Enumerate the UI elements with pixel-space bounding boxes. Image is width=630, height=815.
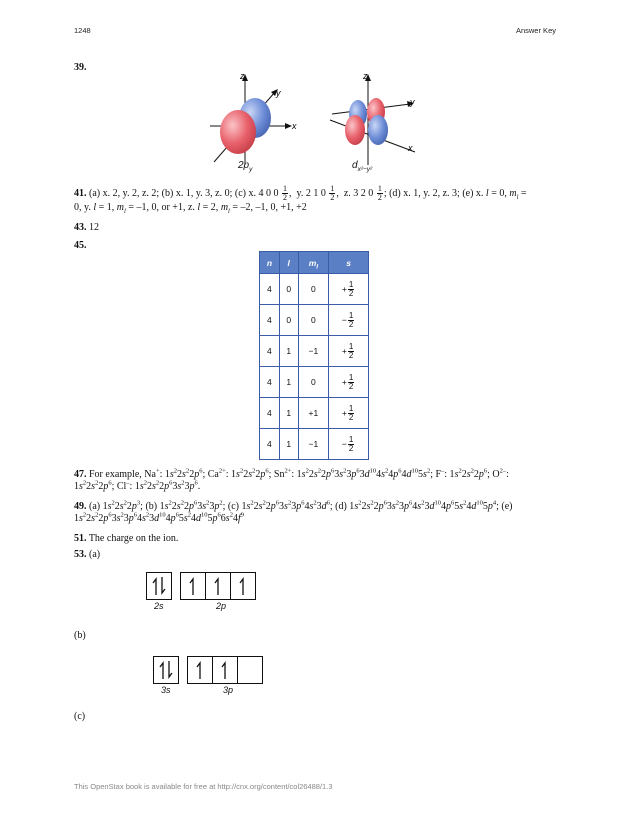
3s-label: 3s [161,685,171,695]
cell-l: 1 [279,398,298,429]
3s-box [153,656,179,684]
3p-box-3 [237,656,263,684]
2s-label: 2s [154,601,164,611]
question-45-number: 45. [74,240,87,251]
table-row [260,336,369,367]
question-41: 41. (a) x. 2, y. 2, z. 2; (b) x. 1, y. 3, z. 0; (c) x. 4 0 0 $\frac{1}{2}$ , y. 2 1 0 $\frac{1}{2}$ , z. 3 2 0 $\frac{1}{2}$ ; (d) x. 1, y. 2, z. 3; (e) x. l = 0, $m_l$ = 0, y. l = 1, $m_l = -1$, 0, or +1, z. l = 2, $m_l = -2$, –1, 0, +1, +2 [74,184,527,215]
table-row [260,367,369,398]
y-axis-label-1: y [276,88,281,98]
col-ml: $m_l$ [298,252,329,274]
question-43: 43. 12 [74,222,99,233]
footer-note: This OpenStax book is available for free at http://cnx.org/content/col26488/1.3 [74,782,333,791]
paired-arrows-icon [154,657,178,683]
up-arrow-icon [188,657,212,683]
paired-arrows-icon [147,573,171,599]
question-51: 51. The charge on the ion. [74,533,179,544]
col-s: s [329,252,369,274]
part-c-label: (c) [74,711,86,722]
x-axis-label-1: x [292,121,297,131]
cell-ml: +1 [298,398,329,429]
cell-l: 1 [279,429,298,460]
cell-ml: 0 [298,367,329,398]
cell-l: 1 [279,367,298,398]
x-axis-label-2: x [408,143,413,153]
2p-box-1 [180,572,206,600]
2p-box-3 [230,572,256,600]
2p-box-2 [205,572,231,600]
cell-l: 0 [279,305,298,336]
dx2-y2-label: $d_{x^2-y^2}$ [352,160,373,173]
table-row [260,274,369,305]
cell-s: − $\frac{1}{2}$ [329,429,369,460]
question-53: 53. (a) [74,549,101,560]
cell-ml: −1 [298,336,329,367]
z-axis-label-1: z [240,71,245,81]
z-axis-label-2: z [363,71,368,81]
question-39-number: 39. [74,62,87,73]
cell-n: 4 [260,429,280,460]
cell-n: 4 [260,305,280,336]
table-row [260,305,369,336]
2p-label: 2p [216,601,227,611]
running-header: Answer Key [515,26,556,35]
cell-n: 4 [260,274,280,305]
2py-label: $2p_y$ [238,160,253,173]
cell-s: − $\frac{1}{2}$ [329,305,369,336]
question-49: 49. (a) $1s^22s^22p^3$; (b) $1s^22s^22p^63s^23p^2$; (c) $1s^22s^22p^63s^23p^64s^23d^6$; (d) $1s^22s^22p^63s^23p^64s^23d^{10}4p^65s^24d^{10}5p^4$; (e) $1s^22s^22p^63s^23p^64s^23d^{10}4p^65s^24d^{10}5p^66s^24f^9$ [74,499,513,524]
up-arrow-icon [213,657,237,683]
cell-l: 0 [279,274,298,305]
orbital-diagrams [200,70,430,180]
up-arrow-icon [231,573,255,599]
cell-n: 4 [260,336,280,367]
2s-box [146,572,172,600]
y-axis-label-2: y [410,97,415,107]
cell-n: 4 [260,367,280,398]
table-row [260,429,369,460]
cell-s: + $\frac{1}{2}$ [329,336,369,367]
cell-ml: −1 [298,429,329,460]
orbital-box-diagram-a [146,572,266,617]
cell-n: 4 [260,398,280,429]
cell-ml: 0 [298,274,329,305]
cell-s: + $\frac{1}{2}$ [329,274,369,305]
up-arrow-icon [181,573,205,599]
3p-box-1 [187,656,213,684]
question-47: 47. For example, Na+: $1s^22s^22p^6$; $Ca^{2+}$: $1s^22s^22p^6$; $Sn^{2+}$: $1s^22s^22p^63s^23p^63d^{10}4s^24p^64d^{10}5s^2$; F–: $1s^22s^22p^6$; $O^{2-}$: $1s^22s^22p^6$; Cl–: $1s^22s^22p^63s^23p^6$. [74,467,509,492]
col-n: n [260,252,280,274]
part-b-label: (b) [74,630,86,641]
cell-s: + $\frac{1}{2}$ [329,398,369,429]
table-row [260,398,369,429]
orbital-box-diagram-b [153,656,273,701]
col-l: l [279,252,298,274]
dx2-y2-orbital [330,74,415,165]
up-arrow-icon [206,573,230,599]
cell-ml: 0 [298,305,329,336]
quantum-numbers-table [259,251,369,460]
page-number: 1248 [74,26,91,35]
3p-box-2 [212,656,238,684]
3p-label: 3p [223,685,234,695]
cell-s: + $\frac{1}{2}$ [329,367,369,398]
cell-l: 1 [279,336,298,367]
